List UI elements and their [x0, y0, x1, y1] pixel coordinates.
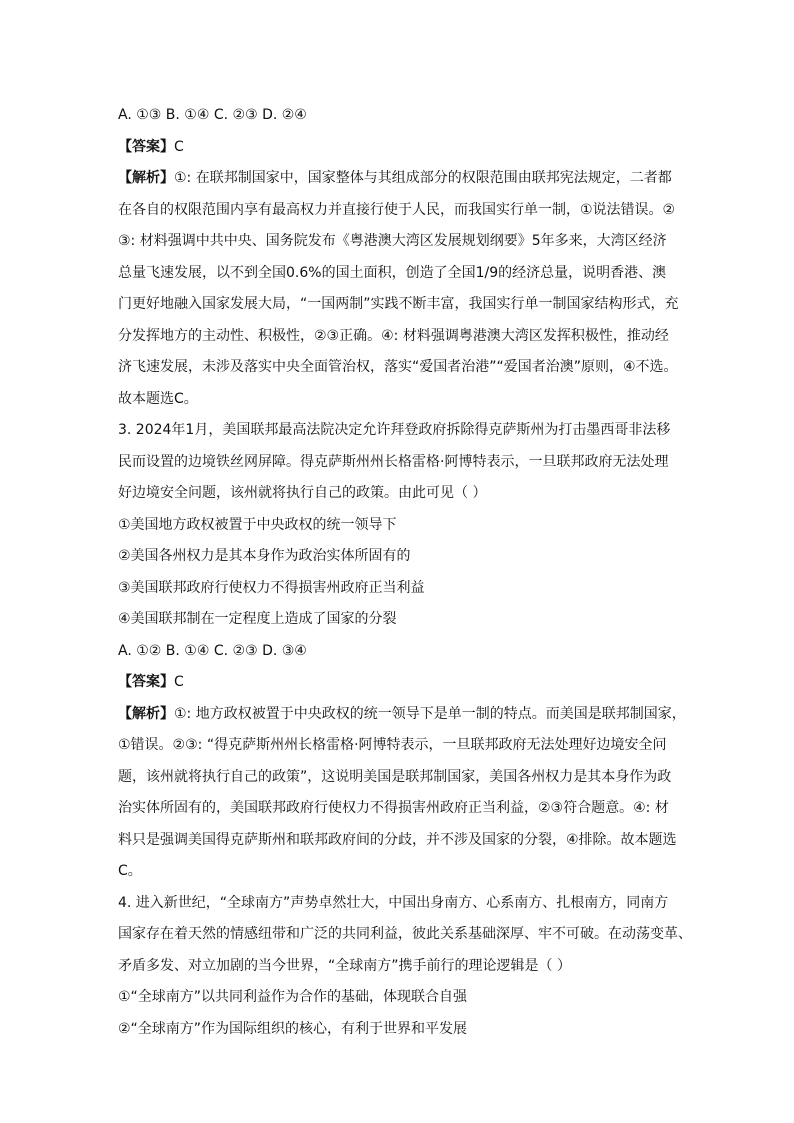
q2-analysis-line-6: 分发挥地方的主动性、积极性，②③正确。④: 材料强调粤港澳大湾区发挥积极性，推动经 — [118, 327, 669, 344]
q3-analysis-line-2: ①错误。②③: “得克萨斯州州长格雷格·阿博特表示，一旦联邦政府无法处理好边境安全问 — [118, 737, 667, 753]
q3-statement-1: ①美国地方政权被置于中央政权的统一领导下 — [118, 516, 397, 533]
answer-value: C — [174, 674, 184, 690]
answer-value: C — [174, 138, 184, 155]
q2-analysis-line-3: ③: 材料强调中共中央、国务院发布《粤港澳大湾区发展规划纲要》5年多来，大湾区经济 — [118, 233, 667, 249]
q3-options: A. ①② B. ①④ C. ②③ D. ③④ — [118, 642, 307, 659]
q2-analysis-line-5: 门更好地融入国家发展大局，“一国两制”实践不断丰富，我国实行单一制国家结构形式，充 — [118, 296, 679, 312]
q2-analysis-line-8: 故本题选C。 — [118, 390, 198, 407]
analysis-text: ①: 在联邦制国家中，国家整体与其组成部分的权限范围由联邦宪法规定，二者都 — [174, 170, 672, 186]
q3-analysis-line-1 — [118, 699, 686, 731]
q2-analysis-line-2: 在各自的权限范围内享有最高权力并直接行使于人民，而我国实行单一制，①说法错误。② — [118, 201, 676, 218]
q3-stem-line-2: 民而设置的边境铁丝网屏障。得克萨斯州州长格雷格·阿博特表示，一旦联邦政府无法处理 — [118, 453, 669, 470]
q3-statement-2: ②美国各州权力是其本身作为政治实体所固有的 — [118, 548, 411, 564]
q4-stem-line-3: 矛盾多发、对立加剧的当今世界，“全球南方”携手前行的理论逻辑是（ ） — [118, 957, 571, 974]
q3-analysis-line-5: 料只是强调美国得克萨斯州和联邦政府间的分歧，并不涉及国家的分裂，④排除。故本题选 — [118, 831, 677, 848]
q3-analysis-line-4: 治实体所固有的，美国联邦政府行使权力不得损害州政府正当利益，②③符合题意。④: 材 — [118, 800, 669, 816]
q4-statement-2: ②“全球南方”作为国际组织的核心，有利于世界和平发展 — [118, 1020, 468, 1037]
q2-options: A. ①③ B. ①④ C. ②③ D. ②④ — [118, 107, 307, 123]
q3-analysis-line-6: C。 — [118, 863, 142, 879]
q3-answer — [118, 667, 683, 699]
document-content — [118, 100, 692, 1045]
q3-statement-4: ④美国联邦制在一定程度上造成了国家的分裂 — [118, 611, 397, 627]
q3-stem-line-3: 好边境安全问题，该州就将执行自己的政策。由此可见（ ） — [118, 485, 487, 501]
q2-answer — [118, 132, 683, 164]
q2-analysis-line-7: 济飞速发展，未涉及落实中央全面管治权，落实“爱国者治港”“爱国者治澳”原则，④不选。 — [118, 359, 678, 375]
q3-analysis-line-3: 题，该州就将执行自己的政策”，这说明美国是联邦制国家，美国各州权力是其本身作为政 — [118, 768, 672, 785]
answer-label: 【答案】 — [118, 138, 174, 155]
q4-statement-1: ①“全球南方”以共同利益作为合作的基础，体现联合自强 — [118, 989, 468, 1005]
q4-stem-line-2: 国家存在着天然的情感纽带和广泛的共同利益，彼此关系基础深厚、牢不可破。在动荡变革、 — [118, 926, 692, 942]
answer-label: 【答案】 — [118, 674, 174, 690]
analysis-text: ①: 地方政权被置于中央政权的统一领导下是单一制的特点。而美国是联邦制国家， — [174, 705, 686, 722]
q2-analysis-line-1 — [118, 163, 683, 195]
q2-analysis-line-4: 总量飞速发展，以不到全国0.6%的国土面积，创造了全国1/9的经济总量，说明香港、澳 — [118, 264, 667, 281]
q3-statement-3: ③美国联邦政府行使权力不得损害州政府正当利益 — [118, 579, 425, 596]
analysis-label: 【解析】 — [118, 705, 174, 722]
analysis-label: 【解析】 — [118, 170, 174, 186]
q3-stem-line-1: 3. 2024年1月，美国联邦最高法院决定允许拜登政府拆除得克萨斯州为打击墨西哥非法移 — [118, 422, 671, 438]
q4-stem-line-1: 4. 进入新世纪，“全球南方”声势卓然壮大，中国出身南方、心系南方、扎根南方，同南方 — [118, 894, 669, 911]
